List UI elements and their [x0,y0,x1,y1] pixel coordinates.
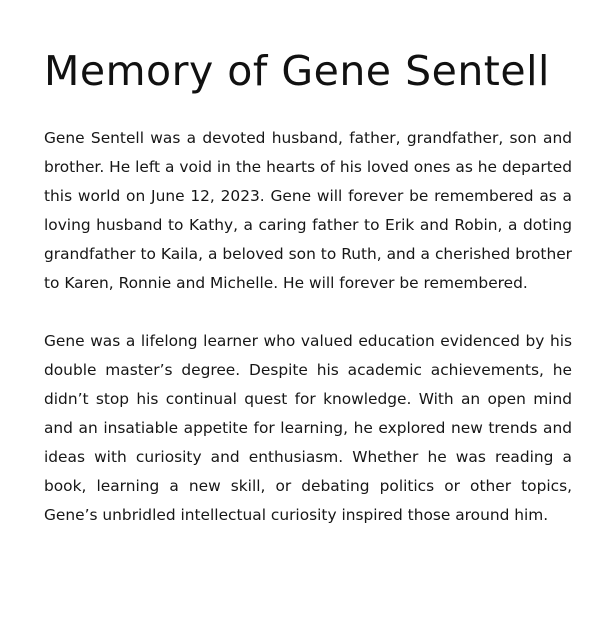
paragraph-tribute: Gene Sentell was a devoted husband, father, grandfather, son and brother. He left a void in the hearts of his loved ones as he departed this world on June 12, 2023. Gene will forever be remembered as a loving husband to Kathy, a caring father to Erik and Robin, a doting grandfather to Kaila, a beloved son to Ruth, and a cherished brother to Karen, Ronnie and Michelle. He will forever be remembered. [44,129,572,292]
memorial-article [44,42,572,530]
paragraph-lifelong-learner: Gene was a lifelong learner who valued education evidenced by his double master’s degree. Despite his academic achievements, he didn’t stop his continual quest for knowledge. With an open mind and an insatiable appetite for learning, he explored new trends and ideas with curiosity and enthusiasm. Whether he was reading a book, learning a new skill, or debating politics or other topics, Gene’s unbridled intellectual curiosity inspired those around him. [44,332,572,524]
page-title: Memory of Gene Sentell [44,47,550,95]
